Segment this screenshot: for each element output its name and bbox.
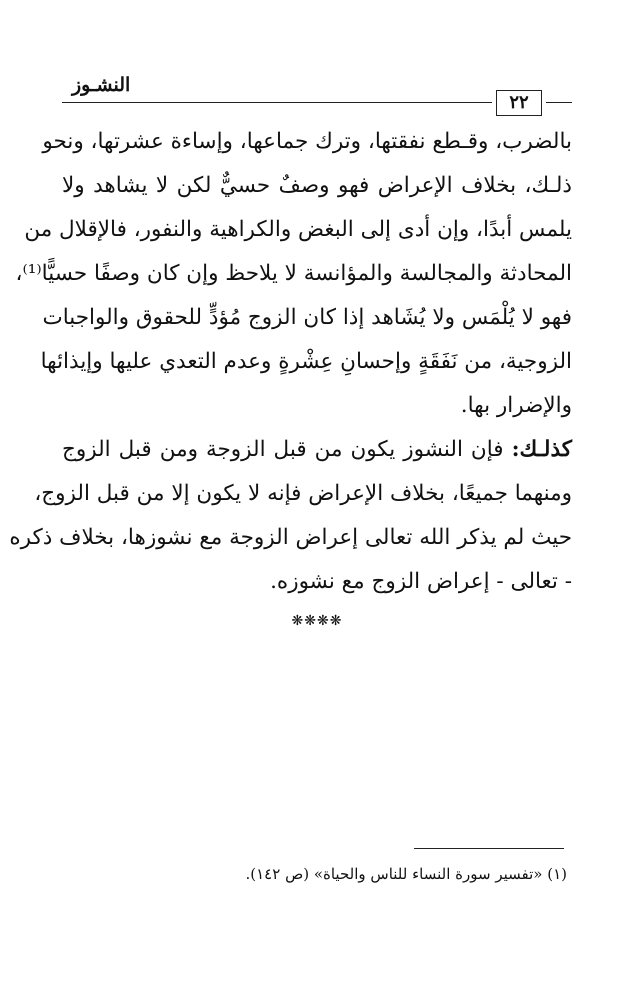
- text-line: ذلـك، بخلاف الإعراض فهو وصفٌ حسيٌّ لكن لا يشاهد ولا: [62, 173, 572, 198]
- chapter-title: النشـوز: [72, 74, 131, 96]
- text-line: الزوجية، من نَفَقَةٍ وإحسانِ عِشْرةٍ وعدم التعدي عليها وإيذائها: [40, 349, 572, 374]
- text-line: بالضرب، وقـطع نفقتها، وترك جماعها، وإساءة عشرتها، ونحو: [42, 129, 572, 154]
- text-line: - تعالى - إعراض الزوج مع نشوزه.: [270, 569, 572, 594]
- footnote: (١) «تفسير سورة النساء للناس والحياة» (ص ١٤٢).: [245, 865, 567, 883]
- text-line: [62, 428, 572, 472]
- text-line: والإضرار بها.: [460, 393, 572, 418]
- main-text: [9, 120, 572, 636]
- text-line: حيث لم يذكر الله تعالى إعراض الزوجة مع نشوزها، بخلاف ذكره: [9, 525, 572, 550]
- section-ornament: ❋❋❋❋: [291, 613, 343, 629]
- header-rule-short: [546, 102, 572, 103]
- text-line: ومنهما جميعًا، بخلاف الإعراض فإنه لا يكون إلا من قبل الزوج،: [34, 481, 572, 506]
- running-header: [62, 72, 572, 113]
- text-line: المحادثة والمجالسة والمؤانسة لا يلاحظ وإن كان وصفًا حسيًّا⁽¹⁾،: [15, 261, 572, 286]
- text-line: فهو لا يُلْمَس ولا يُشَاهد إذا كان الزوج مُؤدٍّ للحقوق والواجبات: [42, 305, 572, 330]
- text-line: يلمس أبدًا، وإن أدى إلى البغض والكراهية والنفور، فالإقلال من: [24, 217, 572, 242]
- text-span: فإن النشوز يكون من قبل الزوجة ومن قبل الزوج: [62, 437, 512, 462]
- header-rule: [62, 102, 492, 103]
- footnote-rule: [414, 848, 564, 849]
- paragraph-lead: كذلـك:: [511, 437, 572, 462]
- page-number: ٢٢: [496, 90, 542, 116]
